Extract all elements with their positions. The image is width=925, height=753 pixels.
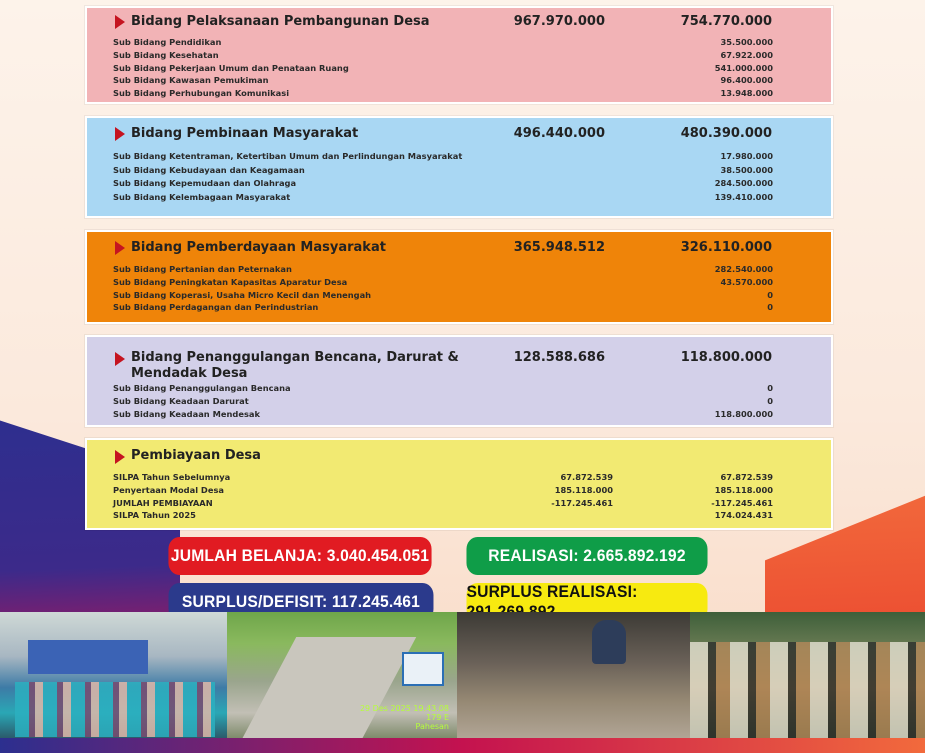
list-item: Sub Bidang Perdagangan dan Perindustrian 0 (113, 302, 773, 313)
section-anggaran: 365.948.512 (513, 240, 605, 255)
section-pembiayaan-desa (85, 438, 833, 530)
section-title: Bidang Pemberdayaan Masyarakat (131, 240, 386, 255)
list-item: Sub Bidang Kelembagaan Masyarakat 139.410.000 (113, 191, 773, 202)
list-item: Sub Bidang Kepemudaan dan Olahraga 284.500.000 (113, 178, 773, 189)
arrow-bullet-icon (115, 352, 125, 366)
list-item: Sub Bidang Kesehatan 67.922.000 (113, 49, 773, 60)
list-item: Sub Bidang Pekerjaan Umum dan Penataan Ruang 541.000.000 (113, 62, 773, 73)
photo-timestamp: 29 Des 2025 19.43.08 179 E Pahesan (359, 704, 449, 731)
photo-road-construction (227, 612, 457, 738)
table-row: JUMLAH PEMBIAYAAN -117.245.461 -117.245.461 (113, 497, 773, 508)
photo-meeting (0, 612, 227, 738)
list-item: Sub Bidang Peningkatan Kapasitas Aparatur Desa 43.570.000 (113, 276, 773, 287)
table-row: SILPA Tahun Sebelumnya 67.872.539 67.872.539 (113, 472, 773, 482)
section-pembinaan-masyarakat (85, 116, 833, 218)
list-item: Sub Bidang Keadaan Mendesak 118.800.000 (113, 408, 773, 419)
section-realisasi: 754.770.000 (680, 14, 772, 29)
list-item: Sub Bidang Koperasi, Usaha Micro Kecil dan Menengah 0 (113, 289, 773, 300)
section-title (131, 350, 459, 382)
footer-bar (0, 738, 925, 753)
section-pemberdayaan-masyarakat (85, 230, 833, 324)
section-title-line2: Mendadak Desa (131, 366, 248, 381)
project-sign (402, 652, 444, 686)
section-title: Bidang Pembinaan Masyarakat (131, 126, 359, 141)
section-title-line1: Bidang Penanggulangan Bencana, Darurat & (131, 350, 459, 365)
surplus-defisit-badge: SURPLUS/DEFISIT: 117.245.461 (169, 583, 434, 621)
photo-community-gathering (690, 612, 925, 738)
section-title: Pembiayaan Desa (131, 448, 261, 463)
list-item: Sub Bidang Kawasan Pemukiman 96.400.000 (113, 75, 773, 86)
photo-paving-work (457, 612, 690, 738)
list-item: Sub Bidang Kebudayaan dan Keagamaan 38.500.000 (113, 164, 773, 175)
table-row: SILPA Tahun 2025 174.024.431 (113, 510, 773, 521)
section-realisasi: 118.800.000 (680, 350, 772, 365)
section-anggaran: 128.588.686 (513, 350, 605, 365)
surplus-realisasi-badge: SURPLUS REALISASI: (466, 583, 707, 621)
table-row: Penyertaan Modal Desa 185.118.000 185.118.000 (113, 484, 773, 495)
arrow-bullet-icon (115, 241, 125, 255)
list-item: Sub Bidang Pertanian dan Peternakan 282.540.000 (113, 264, 773, 274)
section-realisasi: 326.110.000 (680, 240, 772, 255)
section-pelaksanaan-pembangunan (85, 6, 833, 104)
jumlah-belanja-badge: JUMLAH BELANJA: 3.040.454.051 (168, 537, 431, 575)
section-realisasi: 480.390.000 (680, 126, 772, 141)
section-penanggulangan-bencana (85, 335, 833, 427)
arrow-bullet-icon (115, 127, 125, 141)
list-item: Sub Bidang Keadaan Darurat 0 (113, 395, 773, 406)
section-anggaran: 496.440.000 (513, 126, 605, 141)
realisasi-badge: REALISASI: 2.665.892.192 (466, 537, 707, 575)
arrow-bullet-icon (115, 450, 125, 464)
section-title: Bidang Pelaksanaan Pembangunan Desa (131, 14, 430, 29)
section-anggaran: 967.970.000 (513, 14, 605, 29)
arrow-bullet-icon (115, 15, 125, 29)
list-item: Sub Bidang Ketentraman, Ketertiban Umum dan Perlindungan Masyarakat 17.980.000 (113, 151, 773, 161)
list-item: Sub Bidang Pendidikan 35.500.000 (113, 37, 773, 47)
list-item: Sub Bidang Perhubungan Komunikasi 13.948.000 (113, 88, 773, 99)
list-item: Sub Bidang Penanggulangan Bencana 0 (113, 383, 773, 393)
